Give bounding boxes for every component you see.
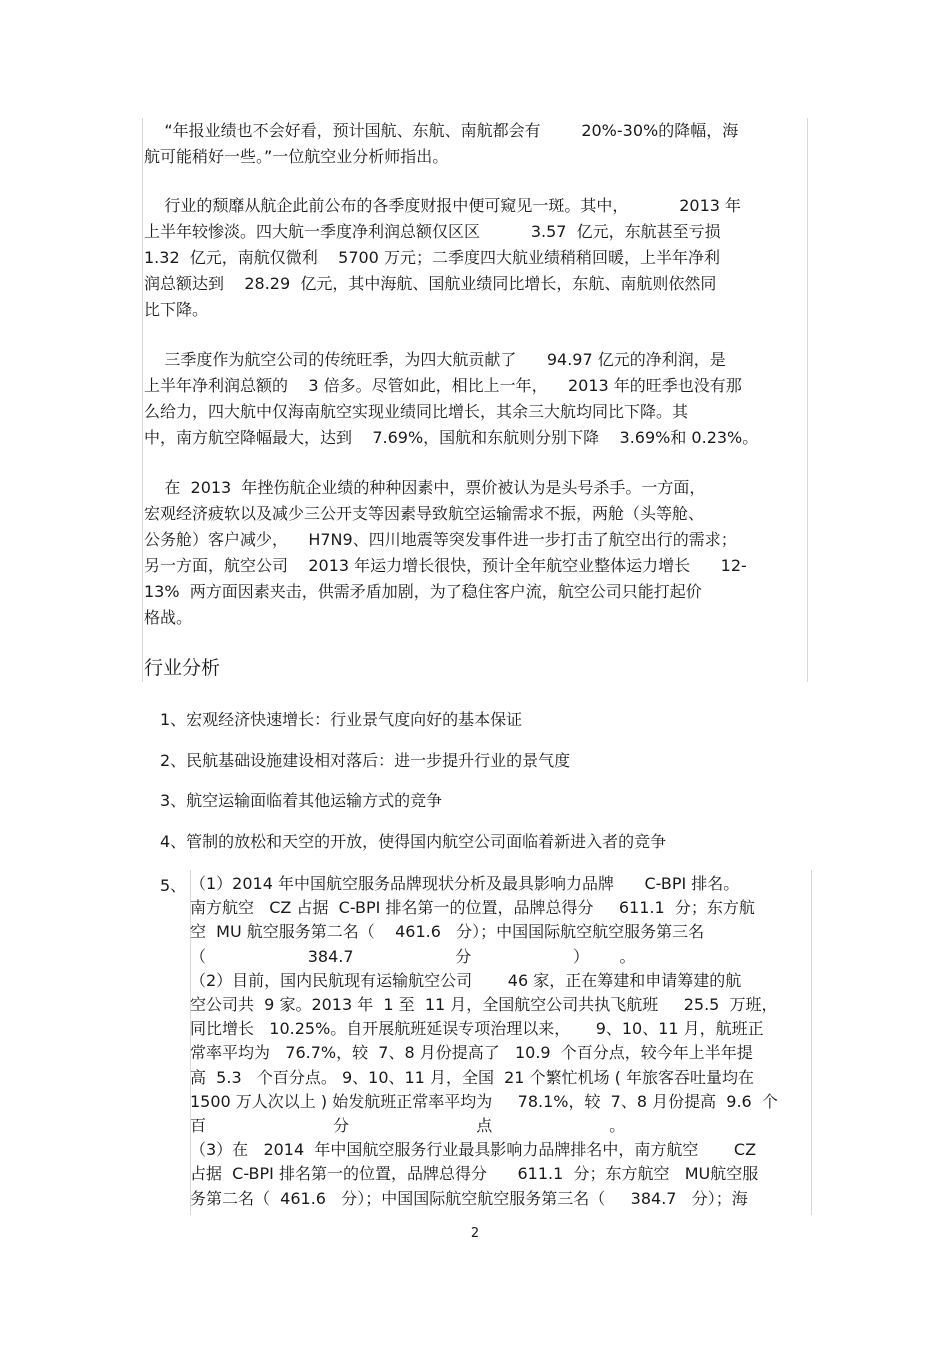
text-line: 格战。 — [144, 608, 193, 627]
text-line: 么给力，四大航中仅海南航空实现业绩同比增长，其余三大航均同比下降。其 — [144, 402, 689, 421]
page-number: 2 — [470, 1226, 480, 1241]
text-line: 比下降。 — [144, 300, 209, 319]
text-line: 务第二名（ 461.6 分）；中国国际航空航空服务第三名（ 384.7 分）；海 — [190, 1188, 748, 1208]
text-line: 南方航空 CZ 占据 C-BPI 排名第一的位置，品牌总得分 611.1 分；东方航 — [190, 898, 755, 918]
text-line: （3）在 2014 年中国航空服务行业最具影响力品牌排名中，南方航空 CZ — [190, 1140, 757, 1160]
text-line: 高 5.3 个百分点。 9、10、11 月，全国 21 个繁忙机场 ( 年旅客吞吐量均在 — [190, 1067, 754, 1087]
text-line: 公务舱）客户减少， H7N9、四川地震等突发事件进一步打击了航空出行的需求； — [144, 530, 737, 549]
paragraph-1 — [144, 118, 808, 170]
paragraph-4 — [144, 475, 808, 631]
text-line: 在 2013 年挫伤航企业绩的种种因素中，票价被认为是头号杀手。一方面， — [144, 478, 706, 497]
text-line: 1500 万人次以上 ) 始发航班正常率平均为 78.1%，较 7、8 月份提高 9.6 个 — [190, 1091, 778, 1111]
section-heading: 行业分析 — [144, 657, 221, 679]
text-line: 上半年较惨淡。四大航一季度净利润总额仅区区 3.57 亿元，东航甚至亏损 — [144, 222, 721, 241]
text-line: 三季度作为航空公司的传统旺季，为四大航贡献了 94.97 亿元的净利润，是 — [144, 350, 726, 369]
text-line: 中，南方航空降幅最大，达到 7.69%，国航和东航则分别下降 3.69%和 0.23%。 — [144, 428, 759, 447]
list-item: 3、航空运输面临着其他运输方式的竞争 — [160, 791, 443, 810]
text-line: 润总额达到 28.29 亿元，其中海航、国航业绩同比增长，东航、南航则依然同 — [144, 274, 717, 293]
text-line: 13% 两方面因素夹击，供需矛盾加剧，为了稳住客户流，航空公司只能打起价 — [144, 582, 702, 601]
list-item-5-body — [190, 872, 810, 1211]
text-line: 另一方面，航空公司 2013 年运力增长很快，预计全年航空业整体运力增长 12- — [144, 556, 747, 575]
text-line: 空公司共 9 家。2013 年 1 至 11 月，全国航空公司共执飞航班 25.5 万班， — [190, 995, 778, 1015]
text-line: 行业的颓靡从航企此前公布的各季度财报中便可窥见一斑。其中， 2013 年 — [144, 196, 742, 215]
text-line: 上半年净利润总额的 3 倍多。尽管如此，相比上一年， 2013 年的旺季也没有那 — [144, 376, 742, 395]
list-item: 4、管制的放松和天空的开放，使得国内航空公司面临着新进入者的竞争 — [160, 832, 667, 851]
text-line: “年报业绩也不会好看，预计国航、东航、南航都会有 20%-30%的降幅，海 — [144, 121, 739, 140]
text-line: 占据 C-BPI 排名第一的位置，品牌总得分 611.1 分；东方航空 MU航空服 — [190, 1164, 759, 1184]
text-line: （1）2014 年中国航空服务品牌现状分析及最具影响力品牌 C-BPI 排名。 — [190, 874, 740, 893]
list-item: 1、宏观经济快速增长：行业景气度向好的基本保证 — [160, 710, 523, 729]
paragraph-2 — [144, 193, 808, 323]
text-line: （ 384.7 分 ） 。 — [190, 946, 636, 966]
text-line: 同比增长 10.25%。自开展航班延误专项治理以来， 9、10、11 月，航班正 — [190, 1019, 764, 1039]
text-line: 宏观经济疲软以及减少三公开支等因素导致航空运输需求不振，两舱（头等舱、 — [144, 504, 705, 523]
text-line: 1.32 亿元，南航仅微利 5700 万元；二季度四大航业绩稍稍回暖，上半年净利 — [144, 248, 720, 267]
text-line: 常率平均为 76.7%，较 7、8 月份提高了 10.9 个百分点，较今年上半年提 — [190, 1043, 753, 1063]
list-item-number: 5、 — [160, 876, 187, 895]
text-line: 百 分 点 。 — [190, 1116, 626, 1136]
text-line: （2）目前，国内民航现有运输航空公司 46 家，正在筹建和申请筹建的航 — [190, 970, 742, 990]
paragraph-3 — [144, 347, 808, 451]
text-line: 空 MU 航空服务第二名（ 461.6 分）；中国国际航空航空服务第三名 — [190, 922, 705, 942]
text-line: 航可能稍好一些。”一位航空业分析师指出。 — [144, 147, 449, 166]
list-item: 2、民航基础设施建设相对落后：进一步提升行业的景气度 — [160, 751, 571, 770]
